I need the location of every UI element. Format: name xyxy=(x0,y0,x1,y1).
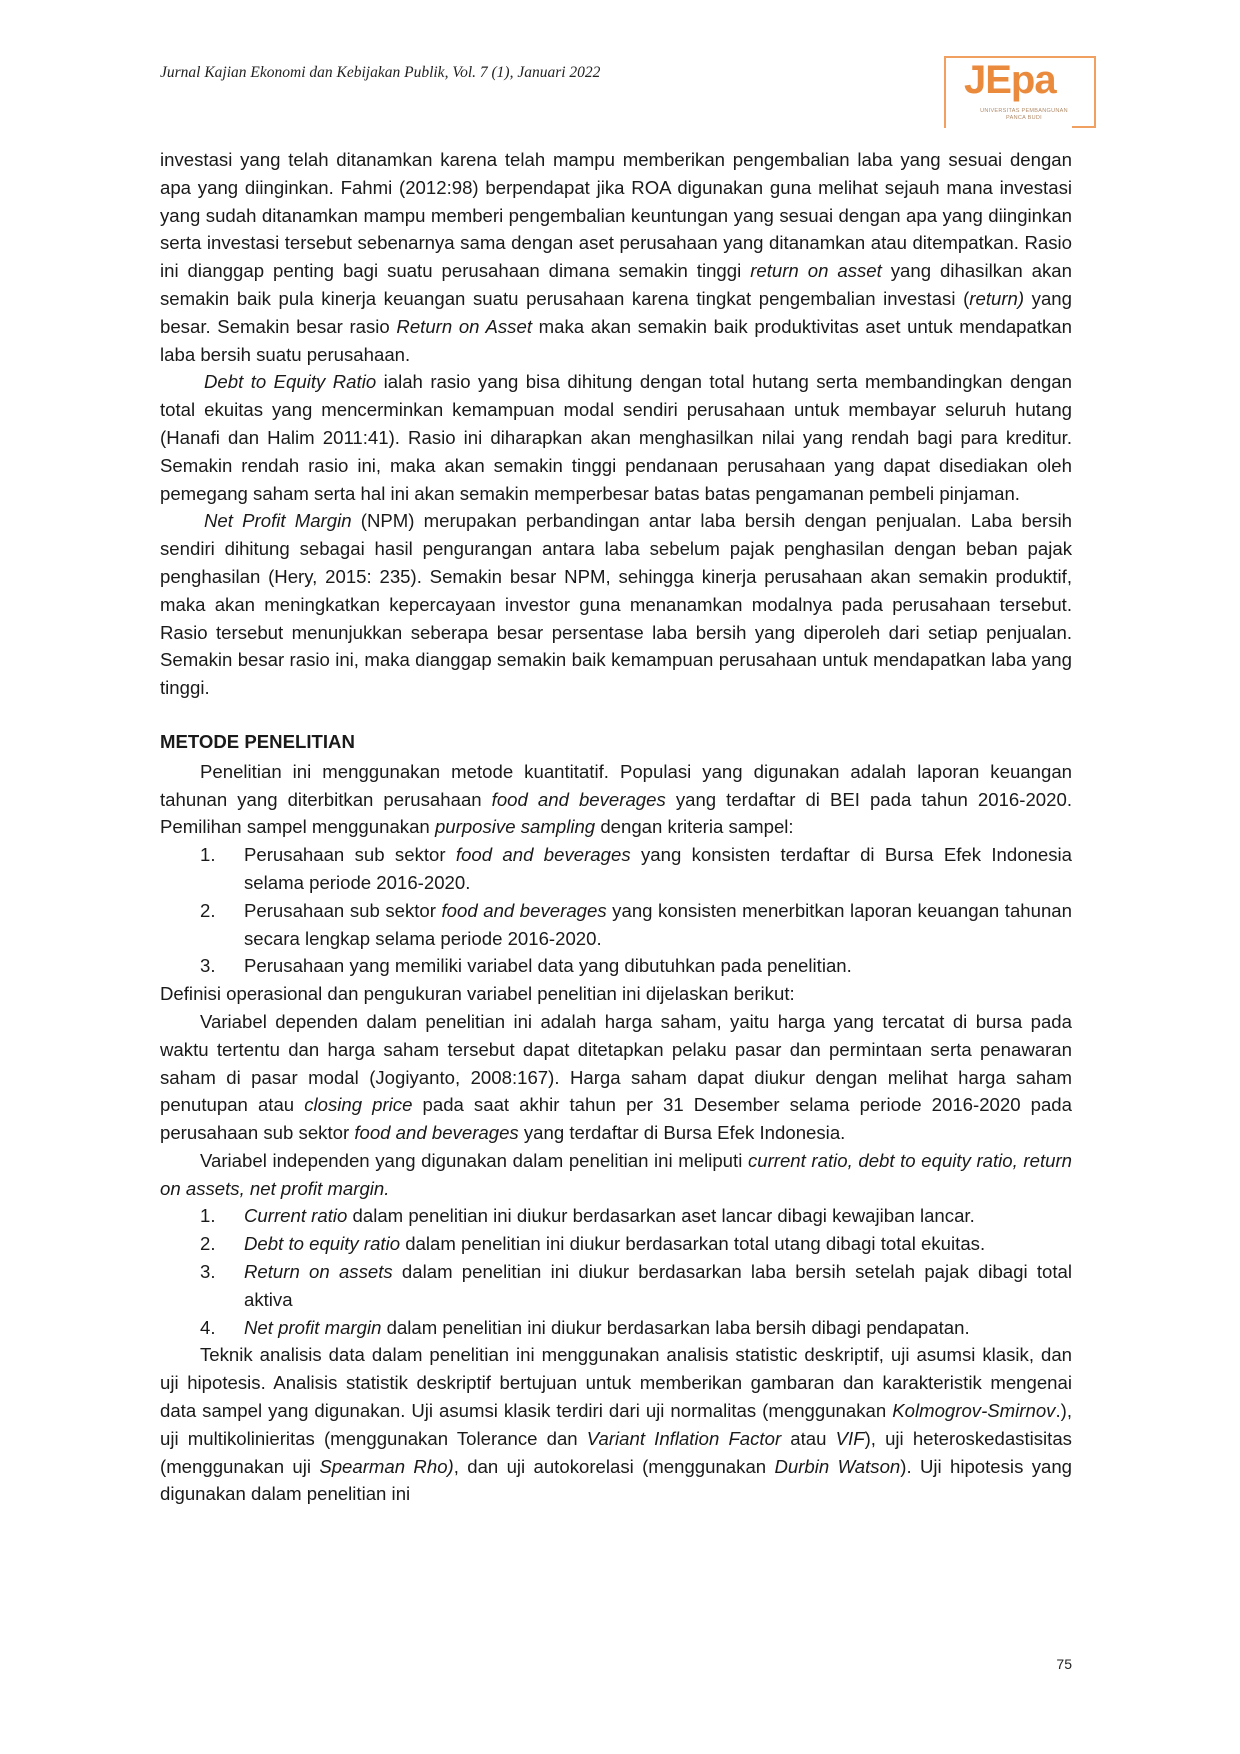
text-run: pada saat akhir tahun per 31 Desember selama periode 2016-2020 pada perusahaan sub sektor xyxy=(160,1094,1072,1144)
list-text xyxy=(244,897,1072,953)
paragraph-dependent-variable xyxy=(160,1008,1072,1147)
text-run: Penelitian ini menggunakan metode kuantitatif. Populasi yang digunakan adalah laporan keuangan tahunan yang diterbitkan perusahaan xyxy=(160,760,1072,810)
text-run: , dan uji autokorelasi (menggunakan xyxy=(453,1455,775,1477)
text-run: yang terdaftar di Bursa Efek Indonesia. xyxy=(518,1122,846,1144)
text-run: Perusahaan sub sektor xyxy=(244,899,442,921)
logo-text: JEpa xyxy=(964,58,1056,102)
section-heading-metode: METODE PENELITIAN xyxy=(160,730,355,752)
text-run: investasi yang telah ditanamkan karena telah mampu memberikan pengembalian laba yang sesuai dengan apa yang diinginkan. Fahmi (2012:98) berpendapat jika ROA digunakan guna melihat sejauh mana investasi yang sudah ditanamkan mampu memberi pengembalian keuntungan yang sesuai dengan apa yang diinginkan serta investasi tersebut sebenarnya sama dengan aset perusahaan yang ditanamkan atau ditempatkan. Rasio ini dianggap penting bagi suatu perusahaan dimana semakin tinggi xyxy=(160,149,1072,282)
text-run: Teknik analisis data dalam penelitian ini menggunakan analisis statistic deskriptif, uji asumsi klasik, dan uji hipotesis. Analisis statistik deskriptif bertujuan untuk memberikan gambaran dan karakteristik mengenai data sampel yang digunakan. Uji asumsi klasik terdiri dari uji normalitas (menggunakan xyxy=(160,1344,1072,1422)
text-run: Perusahaan sub sektor xyxy=(244,844,456,866)
italic-term: food and beverages xyxy=(491,788,666,810)
text-run: dalam penelitian ini diukur berdasarkan total utang dibagi total ekuitas. xyxy=(400,1233,986,1255)
italic-term: Kolmogrov-Smirnov xyxy=(892,1400,1056,1422)
text-run: maka akan semakin baik produktivitas aset untuk mendapatkan laba bersih suatu perusahaan. xyxy=(160,315,1072,365)
italic-term: Durbin Watson xyxy=(774,1455,901,1477)
italic-term: purposive sampling xyxy=(434,816,596,838)
text-run: Definisi operasional dan pengukuran variabel penelitian ini dijelaskan berikut: xyxy=(160,983,795,1005)
italic-term: Debt to equity ratio xyxy=(244,1233,401,1255)
text-run: yang konsisten menerbitkan laporan keuangan tahunan secara lengkap selama periode 2016-2020. xyxy=(244,899,1072,949)
list-item xyxy=(200,1314,1072,1342)
text-run: yang terdaftar di BEI pada tahun 2016-2020. Pemilihan sampel menggunakan xyxy=(160,788,1072,838)
italic-term: Debt to Equity Ratio xyxy=(204,371,377,393)
independent-variable-list xyxy=(160,1202,1072,1341)
paragraph-roa xyxy=(160,146,1072,368)
italic-term: closing price xyxy=(304,1094,413,1116)
italic-term: Return on Asset xyxy=(396,315,532,337)
text-run: ), uji heteroskedastisitas (menggunakan uji xyxy=(160,1427,1072,1477)
list-number: 1. xyxy=(200,1205,216,1227)
list-number: 3. xyxy=(200,955,216,977)
paragraph-method-intro xyxy=(160,758,1072,841)
paragraph-definition xyxy=(160,980,1072,1008)
journal-logo xyxy=(940,52,1100,130)
text-run: ). Uji hipotesis yang digunakan dalam penelitian ini xyxy=(160,1455,1073,1505)
article-body xyxy=(160,146,1072,1508)
list-number: 2. xyxy=(200,899,216,921)
text-run: atau xyxy=(781,1427,836,1449)
italic-term: Net profit margin xyxy=(244,1316,382,1338)
text-run: dengan kriteria sampel: xyxy=(595,816,794,838)
journal-header: Jurnal Kajian Ekonomi dan Kebijakan Publik, Vol. 7 (1), Januari 2022 xyxy=(160,64,601,81)
page-number: 75 xyxy=(1056,1656,1072,1672)
list-text xyxy=(244,1230,1072,1258)
list-item xyxy=(200,841,1072,897)
text-run: dalam penelitian ini diukur berdasarkan aset lancar dibagi kewajiban lancar. xyxy=(347,1205,975,1227)
list-number: 3. xyxy=(200,1261,216,1283)
text-run: Perusahaan yang memiliki variabel data yang dibutuhkan pada penelitian. xyxy=(244,955,852,977)
text-run: Variabel independen yang digunakan dalam penelitian ini meliputi xyxy=(200,1149,748,1171)
italic-term: current ratio, debt to equity ratio, return on assets, net profit margin. xyxy=(160,1149,1072,1199)
list-number: 2. xyxy=(200,1233,216,1255)
italic-term: Current ratio xyxy=(244,1205,348,1227)
list-item xyxy=(200,897,1072,953)
text-run: yang konsisten terdaftar di Bursa Efek Indonesia selama periode 2016-2020. xyxy=(244,844,1072,893)
italic-term: return on asset xyxy=(750,260,882,282)
logo-subtitle: UNIVERSITAS PEMBANGUNAN PANCA BUDI xyxy=(980,108,1068,121)
list-text xyxy=(244,841,1072,897)
paragraph-der xyxy=(160,368,1072,507)
italic-term: Spearman Rho) xyxy=(319,1455,454,1477)
logo-frame-tail xyxy=(1072,126,1096,128)
list-item xyxy=(200,952,1072,980)
italic-term: Return on assets xyxy=(244,1261,393,1283)
paragraph-analysis-technique xyxy=(160,1341,1072,1508)
text-run: Variabel dependen dalam penelitian ini adalah harga saham, yaitu harga yang tercatat di bursa pada waktu tertentu dan harga saham tersebut dapat ditetapkan pelaku pasar dan permintaan serta penawaran saham di pasar modal (Jogiyanto, 2008:167). Harga saham dapat diukur dengan melihat harga saham penutupan atau xyxy=(160,1010,1072,1116)
list-text xyxy=(244,1202,1072,1230)
text-run: ialah rasio yang bisa dihitung dengan total hutang serta membandingkan dengan total ekuitas yang mencerminkan kemampuan modal sendiri perusahaan untuk membayar seluruh hutang (Hanafi dan Halim 2011:41). Rasio ini diharapkan akan menghasilkan nilai yang rendah bagi para kreditur. Semakin rendah rasio ini, maka akan semakin tinggi pendanaan perusahaan yang dapat disediakan oleh pemegang saham serta hal ini akan semakin memperbesar batas batas pengamanan pembeli pinjaman. xyxy=(160,371,1072,504)
text-run: yang besar. Semakin besar rasio xyxy=(160,287,1072,337)
list-item xyxy=(200,1202,1072,1230)
text-run: dalam penelitian ini diukur berdasarkan laba bersih setelah pajak dibagi total aktiva xyxy=(244,1261,1072,1310)
list-text xyxy=(244,1258,1072,1314)
text-run: (NPM) merupakan perbandingan antar laba bersih dengan penjualan. Laba bersih sendiri dihitung sebagai hasil pengurangan antara laba sebelum pajak penghasilan dengan beban pajak penghasilan (Hery, 2015: 235). Semakin besar NPM, sehingga kinerja perusahaan akan semakin produktif, maka akan meningkatkan kepercayaan investor guna menanamkan modalnya pada perusahaan tersebut. Rasio tersebut menunjukkan seberapa besar persentase laba bersih yang diperoleh dari setiap penjualan. Semakin besar rasio ini, maka dianggap semakin baik kemampuan perusahaan untuk mendapatkan laba yang tinggi. xyxy=(160,510,1072,699)
italic-term: food and beverages xyxy=(354,1122,519,1144)
italic-term: Net Profit Margin xyxy=(204,510,352,532)
italic-term: food and beverages xyxy=(441,899,607,921)
italic-term: Variant Inflation Factor xyxy=(586,1427,782,1449)
sample-criteria-list xyxy=(160,841,1072,980)
italic-term: VIF xyxy=(835,1427,865,1449)
list-number: 4. xyxy=(200,1316,216,1338)
italic-term: return) xyxy=(969,287,1025,309)
list-text xyxy=(244,952,1072,980)
list-number: 1. xyxy=(200,844,216,866)
text-run: .), uji multikolinieritas (menggunakan Tolerance dan xyxy=(160,1400,1072,1449)
list-item xyxy=(200,1230,1072,1258)
italic-term: food and beverages xyxy=(455,844,631,866)
paragraph-independent-variable xyxy=(160,1147,1072,1203)
list-text xyxy=(244,1314,1072,1342)
text-run: dalam penelitian ini diukur berdasarkan laba bersih dibagi pendapatan. xyxy=(381,1316,970,1338)
text-run: yang dihasilkan akan semakin baik pula kinerja keuangan suatu perusahaan karena tingkat pengembalian investasi ( xyxy=(160,260,1072,309)
paragraph-npm xyxy=(160,507,1072,702)
list-item xyxy=(200,1258,1072,1314)
